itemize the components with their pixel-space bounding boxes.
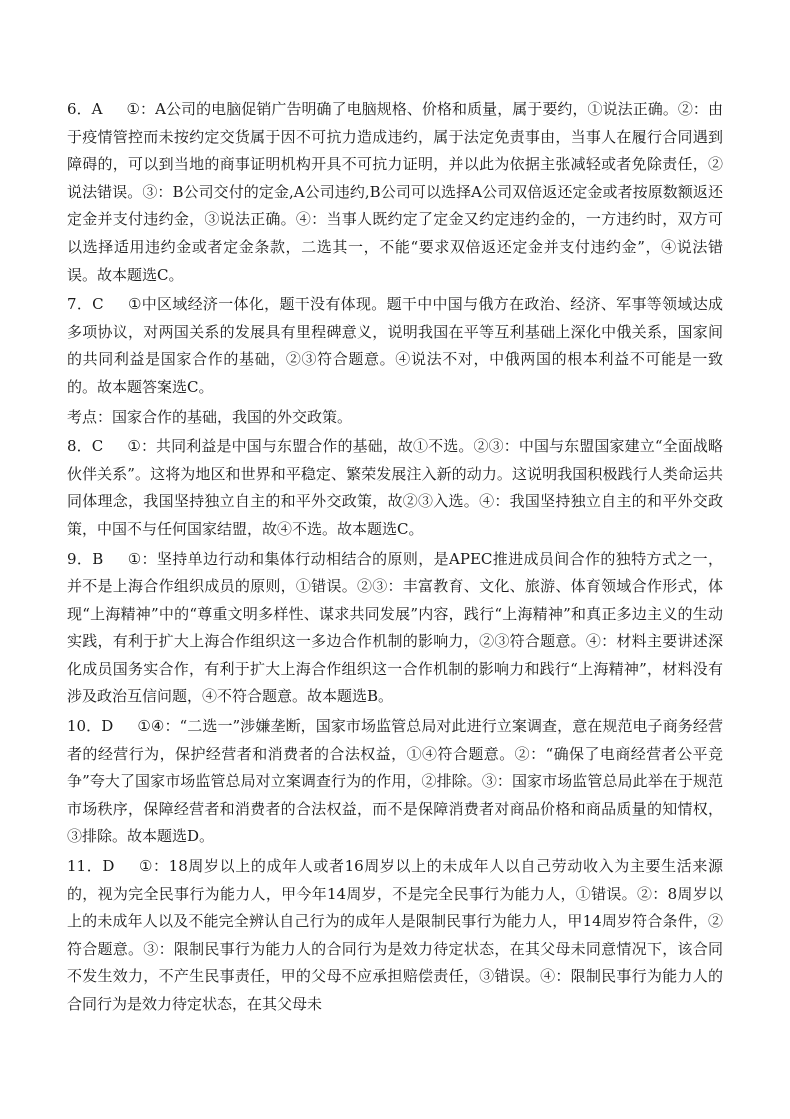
answer-item-6 <box>67 96 723 289</box>
answer-item-10 <box>67 713 723 851</box>
answer-text: ①中区域经济一体化，题干没有体现。题干中中国与俄方在政治、经济、军事等领域达成多项协议，对两国关系的发展具有里程碑意义，说明我国在平等互利基础上深化中俄关系，国家间的共同利益是国家合作的基础，②③符合题意。④说法不对，中俄两国的根本利益不可能是一致的。故本题答案选C。 <box>67 295 723 396</box>
answer-item-11 <box>67 853 723 1019</box>
answer-text: ①：A公司的电脑促销广告明确了电脑规格、价格和质量，属于要约，①说法正确。②：由于疫情管控而未按约定交货属于因不可抗力造成违约，属于法定免责事由，当事人在履行合同遇到障碍的，可以到当地的商事证明机构开具不可抗力证明，并以此为依据主张减轻或者免除责任，②说法错误。③：B公司交付的定金,A公司违约,B公司可以选择A公司双倍返还定金或者按原数额返还定金并支付违约金，③说法正确。④：当事人既约定了定金又约定违约金的，一方违约时，双方可以选择适用违约金或者定金条款，二选其一，不能“要求双倍返还定金并支付违约金”，④说法错误。故本题选C。 <box>67 100 723 284</box>
answer-text: ①：坚持单边行动和集体行动相结合的原则，是APEC推进成员间合作的独特方式之一，并不是上海合作组织成员的原则，①错误。②③：丰富教育、文化、旅游、体育领域合作形式，体现“上海精神”中的“尊重文明多样性、谋求共同发展”内容，践行“上海精神”和真正多边主义的生动实践，有利于扩大上海合作组织这一多边合作机制的影响力，②③符合题意。④：材料主要讲述深化成员国务实合作，有利于扩大上海合作组织这一合作机制的影响力和践行“上海精神”，材料没有涉及政治互信问题，④不符合题意。故本题选B。 <box>67 549 723 706</box>
answer-number: 8．C <box>67 437 104 456</box>
answer-number: 7．C <box>67 295 104 314</box>
answer-number: 10．D <box>67 717 114 736</box>
answer-number: 9．B <box>67 549 104 568</box>
answer-item-8 <box>67 433 723 543</box>
answer-item-7 <box>67 291 723 401</box>
answer-text: ①：18周岁以上的成年人或者16周岁以上的未成年人以自己劳动收入为主要生活来源的，视为完全民事行为能力人，甲今年14周岁，不是完全民事行为能力人，①错误。②：8周岁以上的未成年人以及不能完全辨认自己行为的成年人是限制民事行为能力人，甲14周岁符合条件，②符合题意。③：限制民事行为能力人的合同行为是效力待定状态，在其父母未同意情况下，该合同不发生效力，不产生民事责任，甲的父母不应承担赔偿责任，③错误。④：限制民事行为能力人的合同行为是效力待定状态，在其父母未 <box>67 857 723 1013</box>
answer-number: 11．D <box>67 857 115 876</box>
answer-explanations <box>67 96 723 1021</box>
answer-number: 6．A <box>67 100 103 118</box>
answer-text: ①④：“二选一”涉嫌垄断，国家市场监管总局对此进行立案调查，意在规范电子商务经营者的经营行为，保护经营者和消费者的合法权益，①④符合题意。②：“确保了电商经营者公平竞争”夸大了国家市场监管总局对立案调查行为的作用，②排除。③：国家市场监管总局此举在于规范市场秩序，保障经营者和消费者的合法权益，而不是保障消费者对商品价格和商品质量的知情权，③排除。故本题选D。 <box>67 717 723 846</box>
answer-text: ①：共同利益是中国与东盟合作的基础，故①不选。②③：中国与东盟国家建立“全面战略伙伴关系”。这将为地区和世界和平稳定、繁荣发展注入新的动力。这说明我国积极践行人类命运共同体理念，我国坚持独立自主的和平外交政策，故②③入选。④：我国坚持独立自主的和平外交政策，中国不与任何国家结盟，故④不选。故本题选C。 <box>67 437 723 538</box>
answer-item-9 <box>67 546 723 712</box>
answer-note-7: 考点：国家合作的基础，我国的外交政策。 <box>67 407 353 426</box>
